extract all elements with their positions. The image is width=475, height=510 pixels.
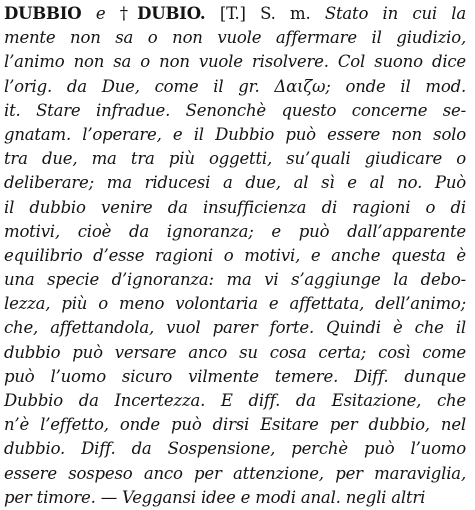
entry-definition-start: Stato in cui la — [324, 4, 467, 23]
entry-source-tag: [T.] — [219, 4, 246, 23]
dictionary-entry-dubbio — [4, 2, 466, 510]
entry-line-3: l’animo non sa o non vuole risolvere. Col suono dice — [4, 52, 466, 72]
entry-line-4: l’orig. da Due, come il gr. Δαιζω; onde il mod. — [4, 76, 466, 96]
entry-line-18: n’è l’effetto, onde può dirsi Esitare per dubbio, nel — [4, 415, 466, 435]
entry-line-8: deliberare; ma riducesi a due, al sì e al no. Può — [4, 173, 466, 193]
entry-line-11: equilibrio d’esse ragioni o motivi, e anche questa è — [4, 245, 466, 265]
entry-line-15: dubbio può versare anco su cosa certa; così come — [4, 342, 466, 362]
entry-line-21: per timore. — Veggansi idee e modi anal. negli altri — [4, 487, 426, 507]
entry-line-16: può l’uomo sicuro vilmente temere. Diff. dunque — [4, 366, 466, 386]
entry-line-1 — [4, 2, 466, 26]
entry-dagger: † — [119, 4, 138, 23]
entry-conjunction: e — [95, 4, 106, 23]
entry-line-13: lezza, più o meno volontaria e affettata, dell’animo; — [4, 294, 466, 314]
entry-line-17: Dubbio da Incertezza. E diff. da Esitazione, che — [4, 391, 466, 410]
entry-line-5: it. Stare infradue. Senonchè questo concerne se- — [4, 100, 466, 120]
entry-line-2: mente non sa o non vuole affermare il giudizio, — [4, 28, 466, 48]
entry-line-6: gnatam. l’operare, e il Dubbio può essere non solo — [4, 124, 466, 144]
entry-line-10: motivi, cioè da ignoranza; e può dall’apparente — [4, 221, 466, 241]
entry-headword: DUBBIO — [4, 4, 82, 23]
entry-variant: DUBIO. — [137, 4, 206, 23]
entry-line-7: tra due, ma tra più oggetti, su’quali giudicare o — [4, 149, 466, 169]
entry-line-14: che, affettandola, vuol parer forte. Quindi è che il — [4, 318, 466, 338]
entry-line-19: dubbio. Diff. da Sospensione, perchè può l’uomo — [4, 439, 466, 459]
entry-part-of-speech: S. m. — [260, 4, 311, 23]
entry-line-9: il dubbio venire da insufficienza di ragioni o di — [4, 197, 466, 217]
entry-line-12: una specie d’ignoranza: ma vi s’aggiunge la debo- — [4, 270, 466, 290]
entry-line-20: essere sospeso anco per attenzione, per maraviglia, — [4, 463, 466, 483]
